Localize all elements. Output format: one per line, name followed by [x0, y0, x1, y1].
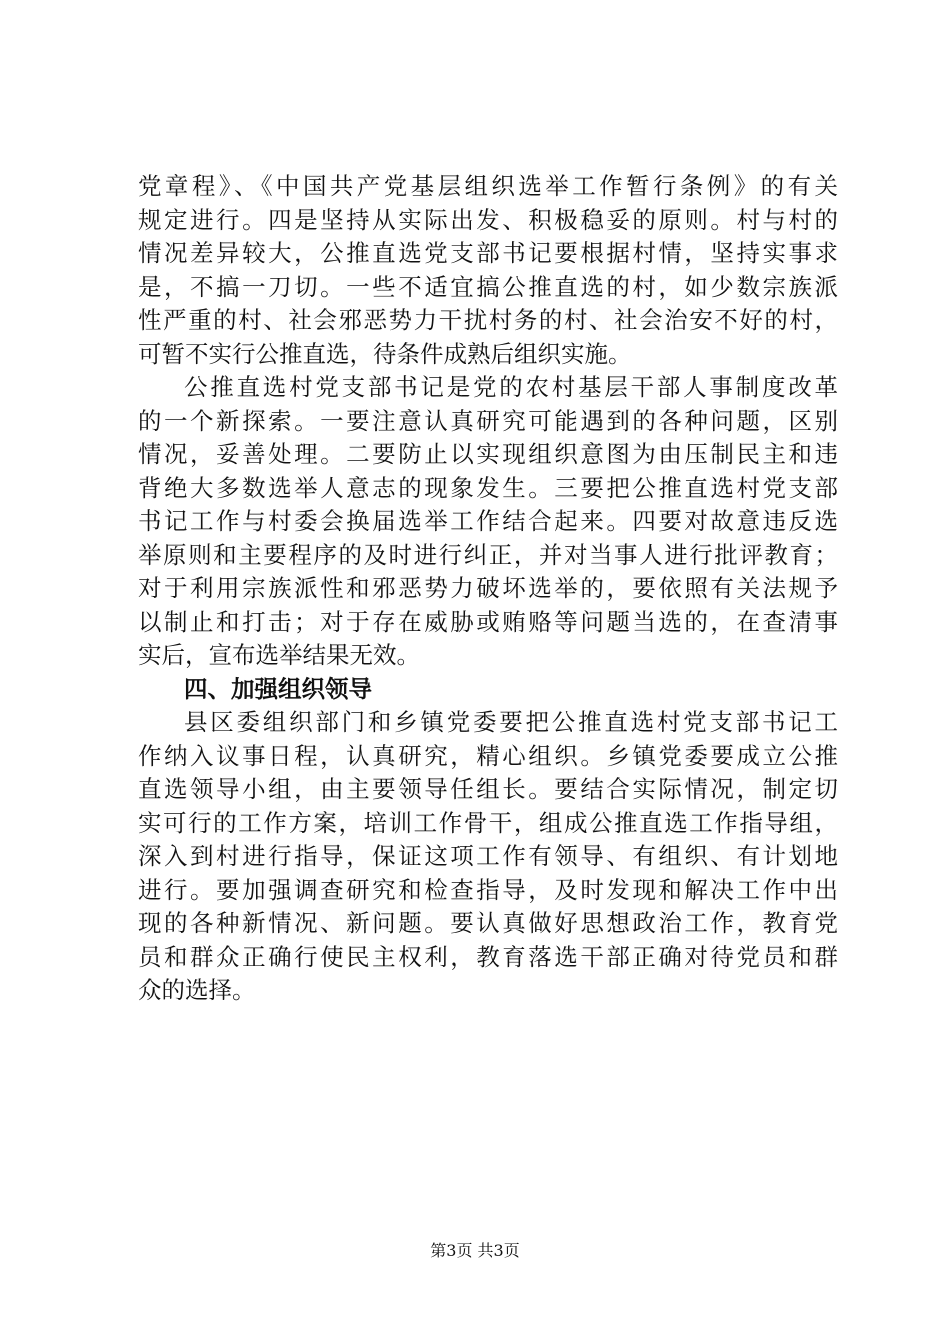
text-line: 的一个新探索。一要注意认真研究可能遇到的各种问题，区别: [138, 406, 838, 435]
text-line: 公推直选村党支部书记是党的农村基层干部人事制度改革: [184, 373, 838, 401]
text-line: 以制止和打击；对于存在威胁或贿赂等问题当选的，在查清事: [138, 607, 838, 636]
text-line: 实可行的工作方案，培训工作骨干，组成公推直选工作指导组，: [138, 808, 838, 837]
text-line: 对于利用宗族派性和邪恶势力破坏选举的，要依照有关法规予: [138, 574, 838, 602]
text-line: 可暂不实行公推直选，待条件成熟后组织实施。: [138, 339, 632, 368]
text-line: 是，不搞一刀切。一些不适宜搞公推直选的村，如少数宗族派: [138, 272, 838, 301]
text-line: 直选领导小组，由主要领导任组长。要结合实际情况，制定切: [138, 775, 838, 803]
text-line: 举原则和主要程序的及时进行纠正，并对当事人进行批评教育；: [138, 540, 838, 569]
text-line: 县区委组织部门和乡镇党委要把公推直选村党支部书记工: [184, 708, 838, 736]
text-line: 实后，宣布选举结果无效。: [138, 641, 420, 669]
text-line: 党章程》、《中国共产党基层组织选举工作暂行条例》的有关: [138, 172, 838, 200]
paragraph: [138, 170, 838, 371]
document-body: [138, 170, 838, 1008]
text-line: 情况差异较大，公推直选党支部书记要根据村情，坚持实事求: [138, 239, 838, 267]
text-line: 规定进行。四是坚持从实际出发、积极稳妥的原则。村与村的: [138, 205, 838, 234]
paragraph: [138, 706, 838, 1008]
text-line: 书记工作与村委会换届选举工作结合起来。四要对故意违反选: [138, 507, 838, 535]
section-heading: 四、加强组织领导: [184, 674, 372, 703]
paragraph: [138, 371, 838, 673]
text-line: 进行。要加强调查研究和检查指导，及时发现和解决工作中出: [138, 875, 838, 904]
text-line: 性严重的村、社会邪恶势力干扰村务的村、社会治安不好的村，: [138, 306, 838, 334]
text-line: 众的选择。: [138, 976, 256, 1004]
text-line: 情况，妥善处理。二要防止以实现组织意图为由压制民主和违: [138, 440, 838, 468]
text-line: 深入到村进行指导，保证这项工作有领导、有组织、有计划地: [138, 842, 838, 870]
page-footer: 第3页 共3页: [430, 1241, 520, 1260]
text-line: 背绝大多数选举人意志的现象发生。三要把公推直选村党支部: [138, 473, 838, 502]
text-line: 员和群众正确行使民主权利，教育落选干部正确对待党员和群: [138, 942, 838, 971]
text-line: 作纳入议事日程，认真研究，精心组织。乡镇党委要成立公推: [138, 741, 838, 770]
text-line: 现的各种新情况、新问题。要认真做好思想政治工作，教育党: [138, 909, 838, 937]
